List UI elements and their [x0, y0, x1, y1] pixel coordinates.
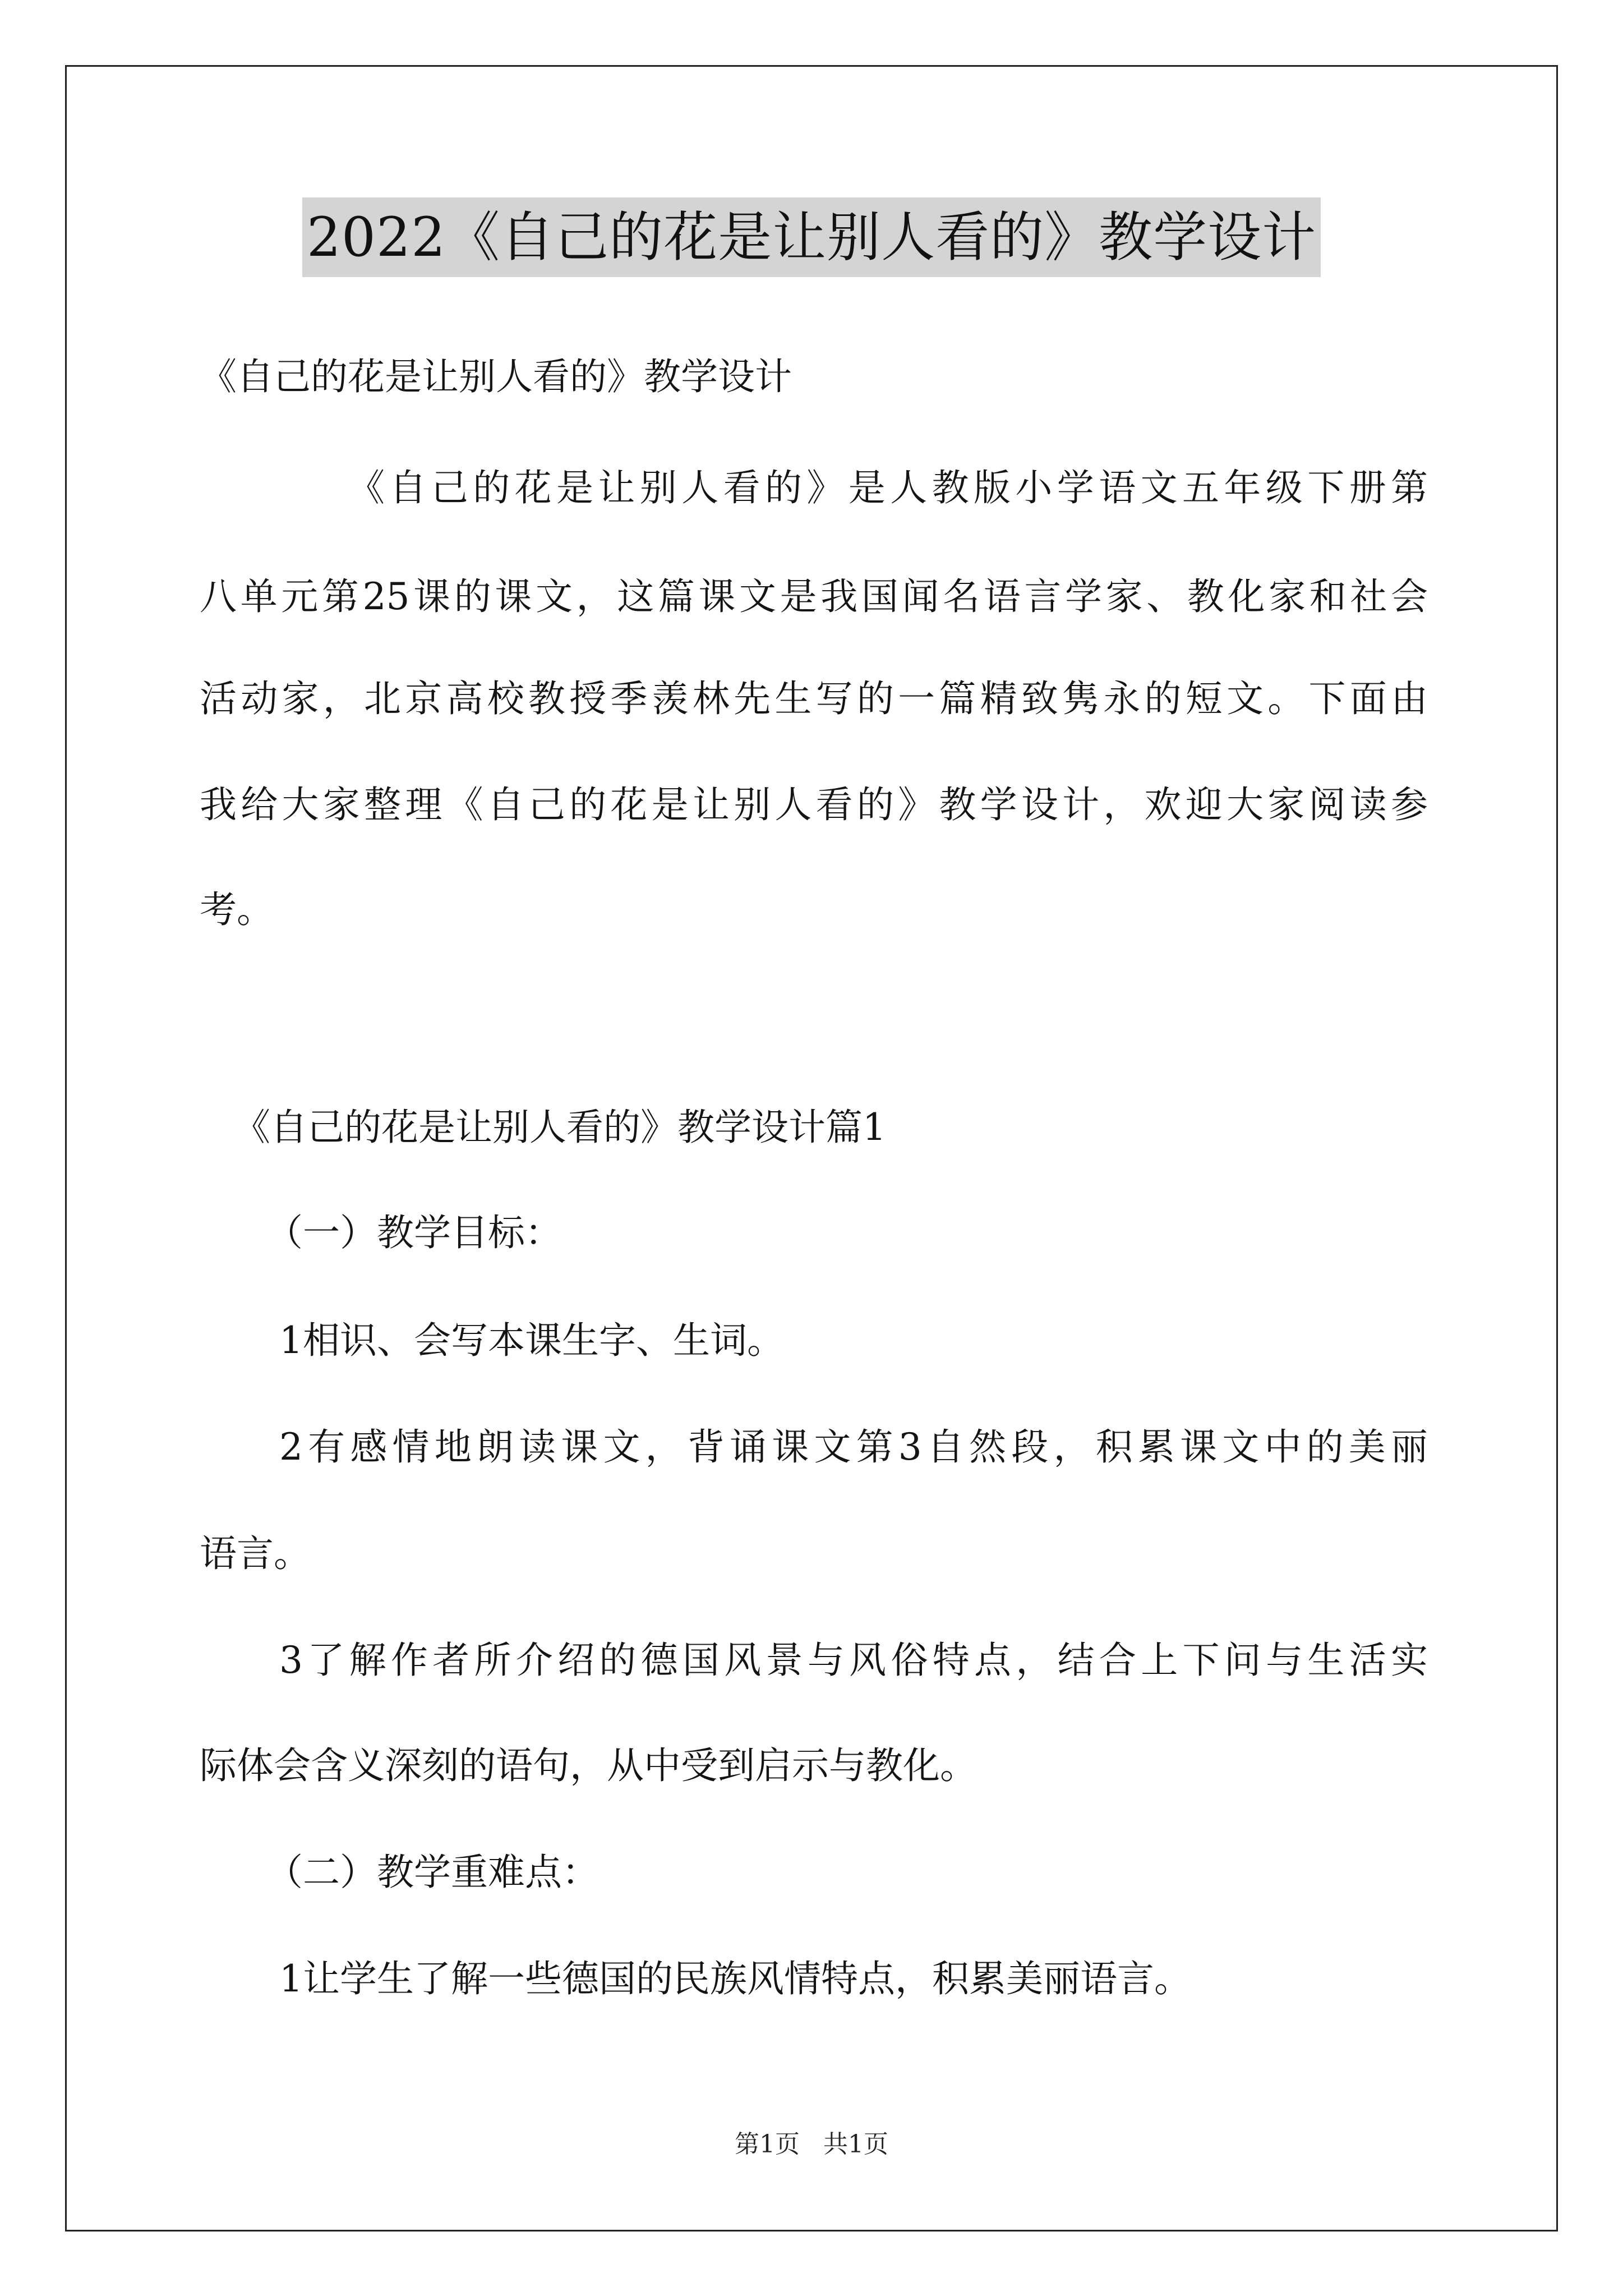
intro-line-3: 活动家，北京高校教授季羡林先生写的一篇精致隽永的短文。下面由	[200, 677, 1428, 720]
key-points-heading: （二）教学重难点：	[266, 1851, 599, 1894]
page-number: 第1页	[735, 2130, 800, 2159]
intro-line-4: 我给大家整理《自己的花是让别人看的》教学设计，欢迎大家阅读参	[200, 783, 1428, 826]
goal-2-line-1: 2有感情地朗读课文，背诵课文第3自然段，积累课文中的美丽	[279, 1425, 1428, 1469]
key-point-1: 1让学生了解一些德国的民族风情特点，积累美丽语言。	[279, 1957, 1191, 2000]
page-footer	[0, 2129, 1623, 2160]
goal-3-line-1: 3了解作者所介绍的德国风景与风俗特点，结合上下问与生活实	[279, 1639, 1428, 1682]
goals-heading: （一）教学目标：	[266, 1211, 562, 1254]
section-heading: 《自己的花是让别人看的》教学设计篇1	[233, 1106, 886, 1149]
intro-line-2: 八单元第25课的课文，这篇课文是我国闻名语言学家、教化家和社会	[200, 575, 1428, 618]
goal-1: 1相识、会写本课生字、生词。	[279, 1319, 784, 1362]
intro-line-1: 《自己的花是让别人看的》是人教版小学语文五年级下册第	[348, 466, 1428, 509]
document-title: 2022《自己的花是让别人看的》教学设计	[302, 197, 1321, 277]
page-total: 共1页	[823, 2130, 888, 2159]
document-subtitle: 《自己的花是让别人看的》教学设计	[200, 355, 792, 398]
title-container	[0, 197, 1623, 277]
goal-3-line-2: 际体会含义深刻的语句，从中受到启示与教化。	[200, 1744, 977, 1787]
intro-line-5: 考。	[200, 888, 274, 931]
goal-2-line-2: 语言。	[200, 1532, 311, 1575]
